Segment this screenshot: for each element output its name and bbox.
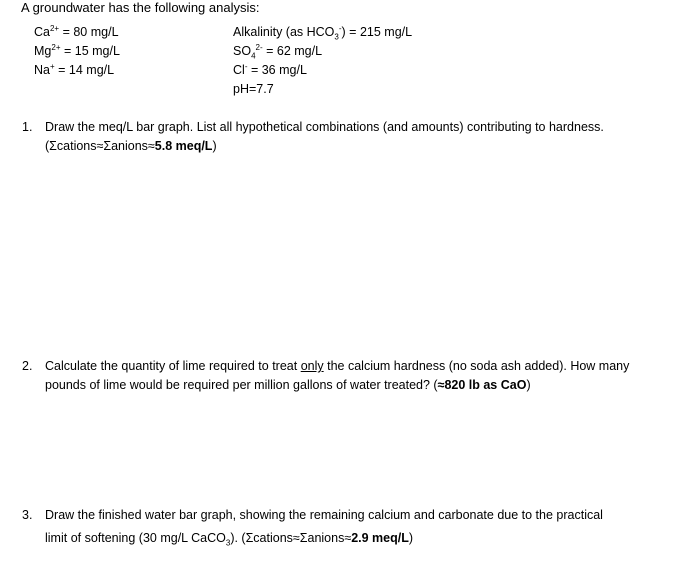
question-1-line-2: (Σcations≈Σanions≈5.8 meq/L) [45,139,217,153]
question-2-line-1: Calculate the quantity of lime required to treat only the calcium hardness (no soda ash added). How many [45,359,630,373]
calcium-line: $Ca^{2+} = 80$ mg/L [34,23,119,39]
magnesium-line: $Mg^{2+} = 15$ mg/L [34,42,120,58]
question-2-number: 2. [22,359,33,373]
question-1-number: 1. [22,120,33,134]
question-3-line-1: Draw the finished water bar graph, showing the remaining calcium and carbonate due to the practical [45,508,603,522]
alkalinity-line: Alkalinity (as $HCO_3^-) = 215$ mg/L [233,23,413,42]
sodium-line: Na+ = 14 mg/L [34,61,115,77]
question-2-line-2: pounds of lime would be required per million gallons of water treated? (≈820 lb as CaO) [45,378,531,392]
intro-text: A groundwater has the following analysis: [21,0,260,15]
sulfate-line: $SO_4^{2-} = 62$ mg/L [233,42,323,61]
question-3-number: 3. [22,508,33,522]
question-3-line-2: limit of softening (30 mg/L CaCO$_3$). (Σcations≈Σanions≈2.9 meq/L) [45,531,414,548]
question-1-line-1: Draw the meq/L bar graph. List all hypothetical combinations (and amounts) contributing to hardness. [45,120,604,134]
ph-line: pH=7.7 [233,82,274,96]
chloride-line: Cl- = 36 mg/L [233,61,307,77]
